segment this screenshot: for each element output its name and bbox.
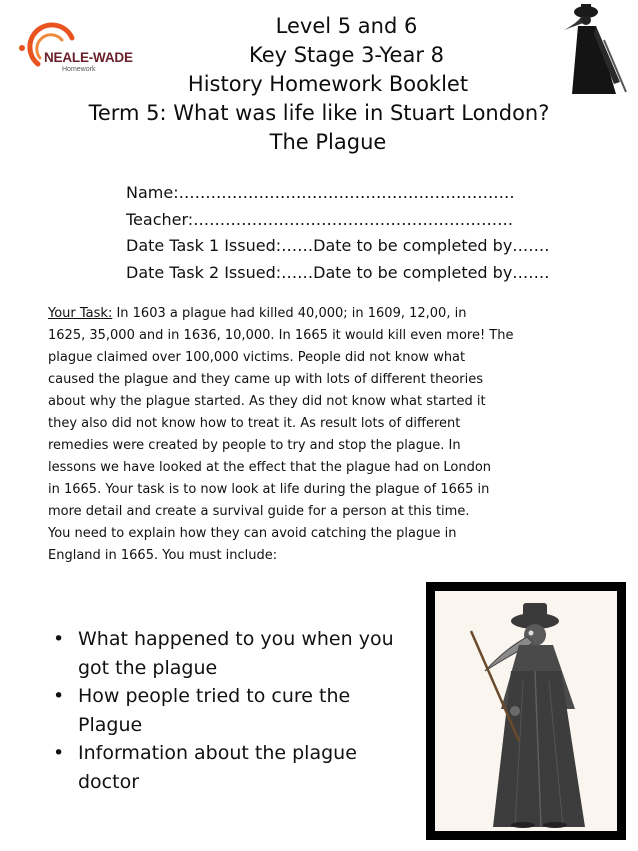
task-line: lessons we have looked at the effect that the plague had on London bbox=[48, 460, 492, 475]
bullet-icon: • bbox=[53, 628, 65, 650]
plague-doctor-picture bbox=[426, 582, 626, 840]
list-item-text: Plague bbox=[78, 713, 143, 736]
task-label: Your Task: bbox=[48, 306, 113, 321]
list-item bbox=[50, 739, 430, 796]
student-fields bbox=[126, 180, 549, 286]
list-item-text: What happened to you when you bbox=[78, 628, 394, 650]
task-description bbox=[48, 303, 604, 567]
list-item-text: doctor bbox=[78, 770, 140, 793]
task-line: about why the plague started. As they did not know what started it bbox=[48, 394, 486, 409]
task-line: caused the plague and they came up with lots of different theories bbox=[48, 372, 484, 387]
list-item-text: How people tried to cure the bbox=[78, 685, 351, 707]
level-heading: Level 5 and 6 bbox=[275, 14, 418, 38]
plague-doctor-illustration-icon bbox=[435, 591, 617, 831]
task-line: in 1665. Your task is to now look at life during the plague of 1665 in bbox=[48, 482, 490, 497]
topic-heading: The Plague bbox=[269, 130, 387, 154]
task-line: remedies were created by people to try and stop the plague. In bbox=[48, 438, 461, 453]
task-line: more detail and create a survival guide for a person at this time. bbox=[48, 504, 470, 519]
task-line: England in 1665. You must include: bbox=[48, 548, 278, 563]
booklet-header bbox=[0, 12, 638, 157]
task-line: 1625, 35,000 and in 1636, 10,000. In 1665 it would kill even more! The bbox=[48, 328, 514, 343]
key-stage-heading: Key Stage 3-Year 8 bbox=[248, 43, 445, 67]
requirements-list bbox=[50, 625, 430, 796]
task-line: plague claimed over 100,000 victims. People did not know what bbox=[48, 350, 466, 365]
booklet-title: History Homework Booklet bbox=[187, 72, 469, 96]
list-item bbox=[50, 682, 430, 739]
date-task-2-field[interactable]: Date Task 2 Issued:……Date to be completed by……. bbox=[126, 262, 550, 282]
date-task-1-field[interactable]: Date Task 1 Issued:……Date to be completed by……. bbox=[126, 236, 550, 255]
term-heading: Term 5: What was life like in Stuart London? bbox=[88, 101, 550, 125]
task-text: In 1603 a plague had killed 40,000; in 1609, 12,00, in bbox=[112, 306, 467, 321]
logo-name: NEALE-WADE bbox=[44, 50, 133, 65]
teacher-field[interactable]: Teacher:…………………………………………………… bbox=[126, 209, 514, 229]
logo-subtitle: Homework bbox=[62, 66, 96, 73]
task-line: they also did not know how to treat it. As result lots of different bbox=[48, 416, 461, 431]
name-field[interactable]: Name:……………………………………………………… bbox=[126, 183, 515, 202]
list-item-text: got the plague bbox=[78, 656, 218, 679]
task-line bbox=[48, 303, 604, 325]
list-item-text: Information about the plague bbox=[78, 742, 357, 764]
bullet-icon: • bbox=[53, 742, 65, 764]
list-item bbox=[50, 625, 430, 682]
bullet-icon: • bbox=[53, 685, 65, 707]
task-line: You need to explain how they can avoid catching the plague in bbox=[48, 526, 457, 541]
